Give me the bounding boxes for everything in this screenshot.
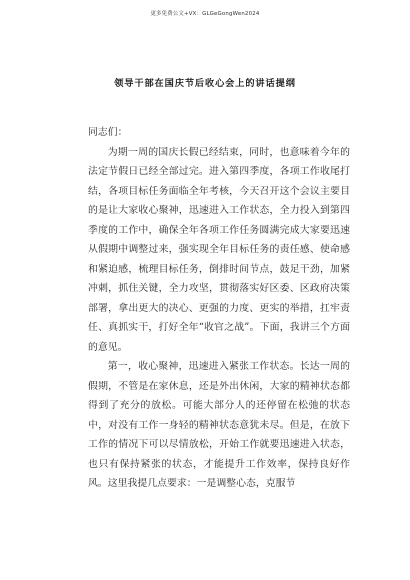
body-paragraph: 第一，收心聚神，迅速进入紧张工作状态。长达一周的假期，不管是在家休息，还是外出休闲，大家的精神状态都得到了充分的放松。可能大部分人的还停留在松弛的状态中，对没有工作一身轻的精神状态意犹未尽。但是，在放下工作的情况下可以尽情放松，开始工作就要迅速进入状态，也只有保持紧张的状态，才能提升工作效率，保持良好作风。这里我提几点要求：一是调整心态，克服节 [88, 361, 350, 489]
greeting: 同志们： [88, 127, 128, 138]
document-body [88, 123, 350, 494]
document-title: 领导干部在国庆节后收心会上的讲话提纲 [114, 78, 296, 89]
page-header-note: 更多免费公文+VX：GLGeGongWen2024 [150, 11, 260, 17]
body-paragraph: 为期一周的国庆长假已经结束，同时，也意味着今年的法定节假日已经全部过完。进入第四季度，各项工作收尾打结，各项目标任务面临全年考核，今天召开这个会议主要目的是让大家收心聚神，迅速进入工作状态，全力投入到第四季度的工作中，确保全年各项工作任务圆满完成大家要迅速从假期中调整过来，强实现全年目标任务的责任感、使命感和紧迫感，梳理目标任务，倒排时间节点，鼓足干劲，加紧冲刺，抓住关键，全力攻坚，贯彻落实好区委、区政府决策部署，拿出更大的决心、更强的力度、更实的举措，扛牢责任、真抓实干，打好全年“收官之战”。下面，我讲三个方面的意见。 [88, 146, 350, 353]
